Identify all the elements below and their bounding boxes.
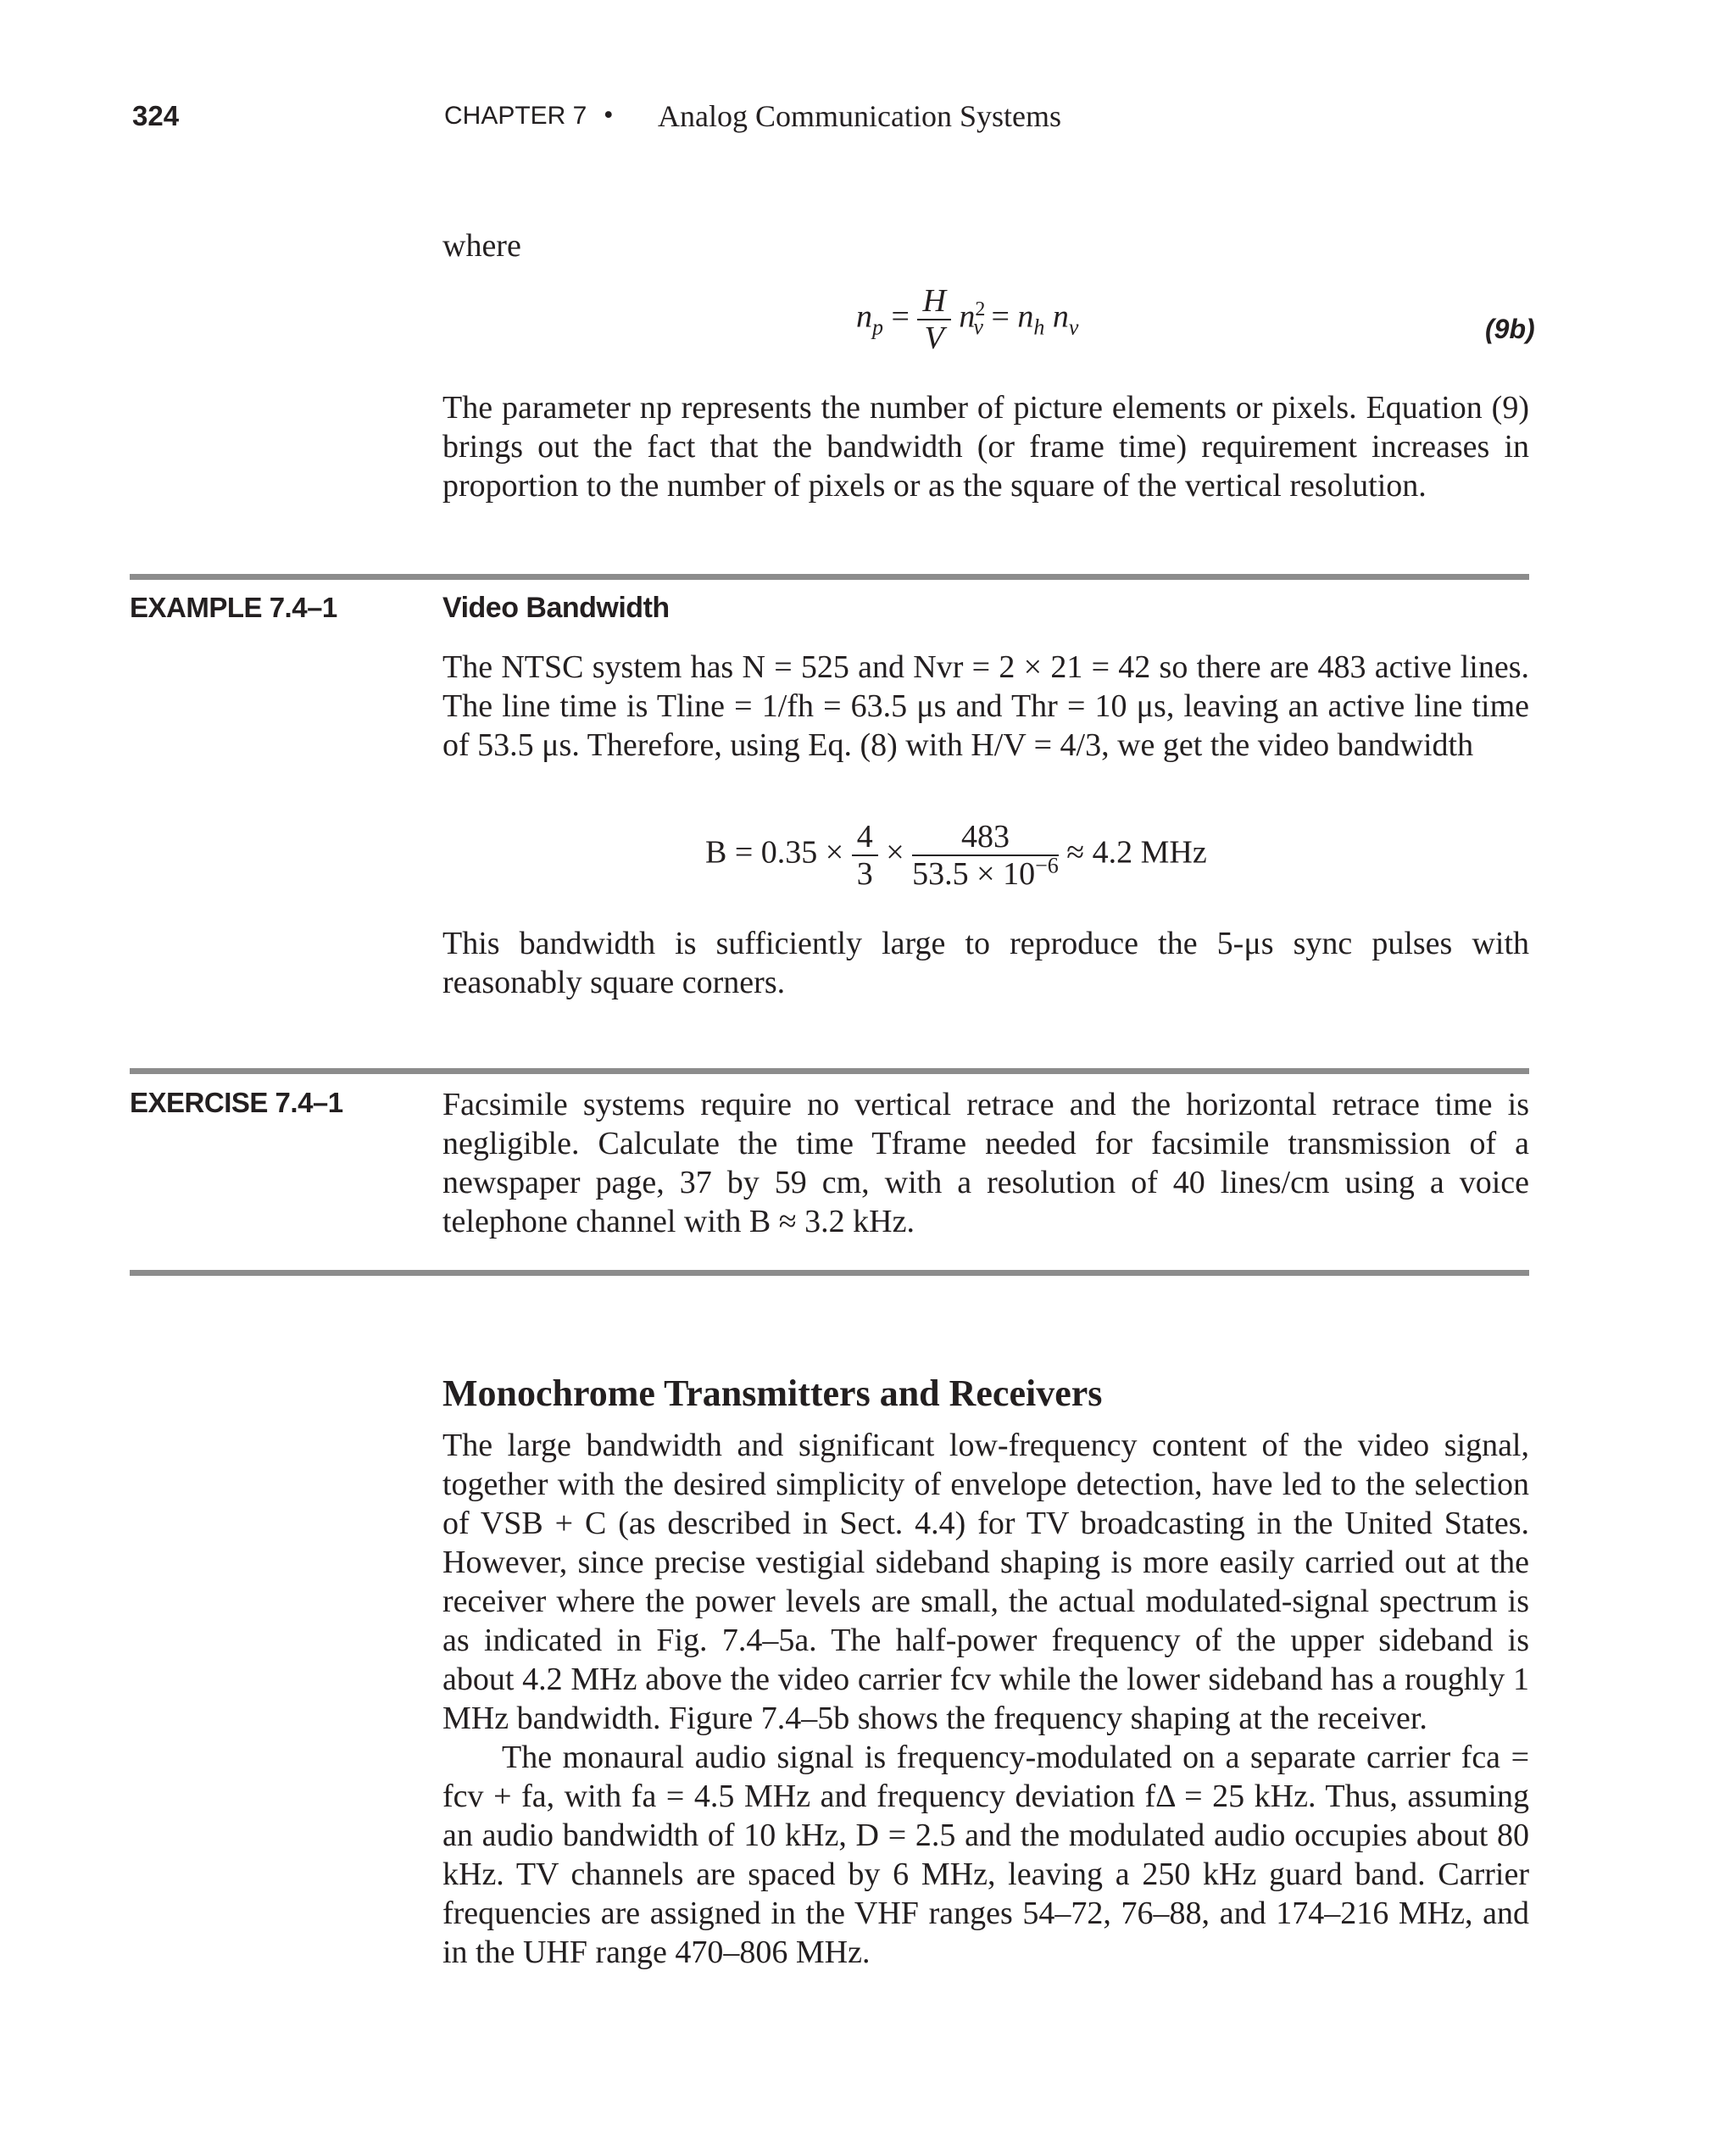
exercise-top-rule (130, 1068, 1529, 1074)
section-paragraph-1: The large bandwidth and significant low-frequency content of the video signal, together with the desired simplicity of envelope detection, have led to the selection of VSB + C (as described in Sect. 4.4) for TV broadcasting in the United States. However, since precise vestigial sideband shaping is more easily carried out at the receiver where the power levels are small, the actual modulated-signal spectrum is as indicated in Fig. 7.4–5a. The half-power frequency of the upper sideband is about 4.2 MHz above the video carrier fcv while the lower sideband has a roughly 1 MHz bandwidth. Figure 7.4–5b shows the frequency shaping at the receiver. (442, 1428, 1529, 1736)
fraction-four-thirds: $\frac{4}{3}$ (852, 819, 878, 892)
example-title: Video Bandwidth (442, 592, 670, 624)
equation-times: × (886, 834, 904, 871)
equation-9b: $n_p$ = $\frac{H}{V}$ $n^2_v = n_h$ $n_v$ (856, 283, 1079, 356)
example-paragraph-2: This bandwidth is sufficiently large to reproduce the 5-μs sync pulses with reasonably square corners. (442, 926, 1529, 1000)
example-top-rule (130, 574, 1529, 580)
intro-paragraph: The parameter np represents the number of picture elements or pixels. Equation (9) brings out the fact that the bandwidth (or frame time) requirement increases in proportion to the number of pixels or as the square of the vertical resolution. (442, 390, 1529, 504)
chapter-title: Analog Communication Systems (658, 99, 1061, 133)
section-heading: Monochrome Transmitters and Receivers (442, 1372, 1103, 1414)
equation-lhs: B = 0.35 × (705, 834, 844, 871)
exercise-label: EXERCISE 7.4–1 (130, 1087, 343, 1118)
example-label: EXAMPLE 7.4–1 (130, 592, 337, 623)
exercise-paragraph: Facsimile systems require no vertical retrace and the horizontal retrace time is negligible. Calculate the time Tframe needed for facsimile transmission of a newspaper page, 37 by 59 cm, with a resolution of 40 lines/cm using a voice telephone channel with B ≈ 3.2 kHz. (442, 1087, 1529, 1239)
equation-tag-9b: (9b) (1485, 314, 1535, 344)
chapter-label: CHAPTER 7 (444, 102, 587, 130)
where-text: where (442, 228, 521, 264)
page-number: 324 (132, 100, 180, 131)
bandwidth-equation (705, 819, 1207, 892)
header-bullet: • (604, 100, 614, 131)
example-paragraph-1: The NTSC system has N = 525 and Nvr = 2 × 21 = 42 so there are 483 active lines. The line time is Tline = 1/fh = 63.5 μs and Thr = 10 μs, leaving an active line time of 53.5 μs. Therefore, using Eq. (8) with H/V = 4/3, we get the video bandwidth (442, 649, 1529, 763)
equation-rhs: ≈ 4.2 MHz (1066, 834, 1207, 871)
section-paragraph-2: The monaural audio signal is frequency-modulated on a separate carrier fca = fcv + fa, with fa = 4.5 MHz and frequency deviation fΔ = 25 kHz. Thus, assuming an audio bandwidth of 10 kHz, D = 2.5 and the modulated audio occupies about 80 kHz. TV channels are spaced by 6 MHz, leaving a 250 kHz guard band. Carrier frequencies are assigned in the VHF ranges 54–72, 76–88, and 174–216 MHz, and in the UHF range 470–806 MHz. (442, 1740, 1529, 1970)
fraction-lines-over-time: $\frac{483}{53.5 \times 10^{-6}}$ (912, 819, 1059, 892)
exercise-bottom-rule (130, 1270, 1529, 1276)
